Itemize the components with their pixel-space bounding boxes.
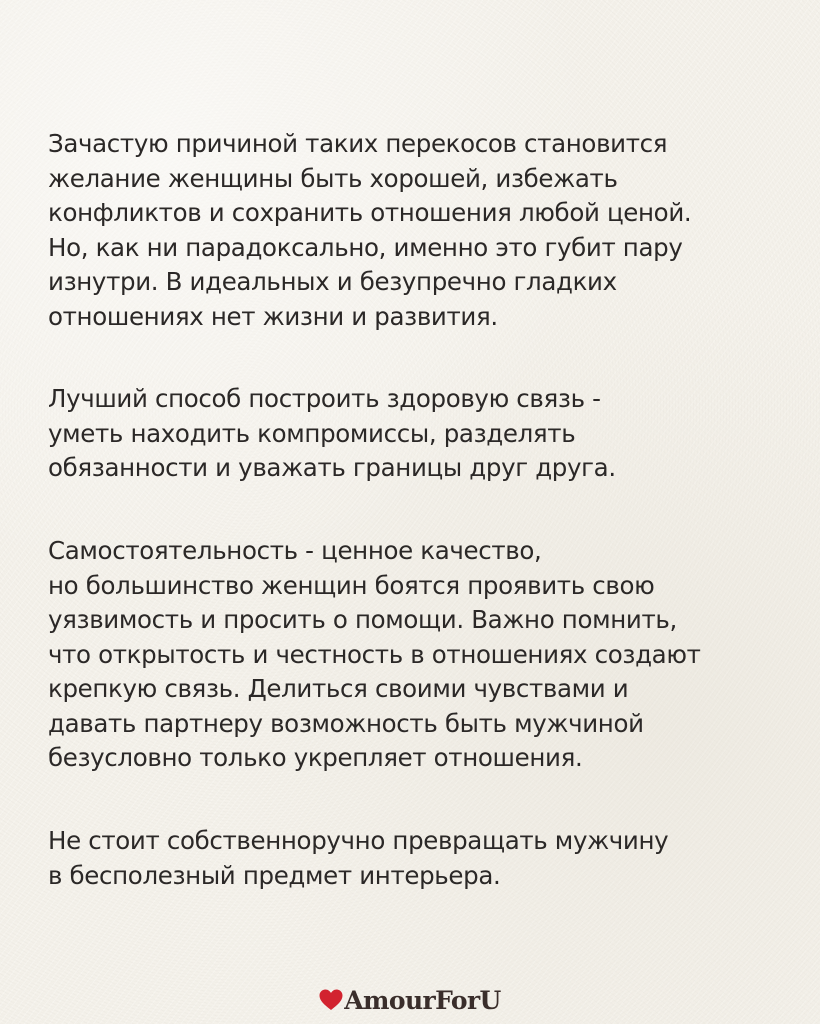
text-line: изнутри. В идеальных и безупречно гладких [48,267,617,296]
paragraph-1 [48,127,788,334]
text-line: но большинство женщин боятся проявить свою [48,570,655,600]
paragraph-3 [48,534,788,776]
text-line: что открытость и честность в отношениях создают [48,639,701,669]
text-line: уязвимость и просить о помощи. Важно помнить, [48,605,677,634]
text-line: крепкую связь. Делиться своими чувствами и [48,674,629,703]
brand-name: AmourForU [344,985,501,1015]
text-line: уметь находить компромиссы, разделять [48,418,576,448]
text-line: конфликтов и сохранить отношения любой ценой. [48,198,692,227]
brand-logo [0,982,820,1018]
text-line: Лучший способ построить здоровую связь - [48,384,601,413]
text-line: давать партнеру возможность быть мужчиной [48,708,644,738]
text-line: Самостоятельность - ценное качество, [48,536,542,565]
text-line: обязанности и уважать границы друг друга. [48,453,616,482]
paragraph-2 [48,382,788,486]
text-line: отношениях нет жизни и развития. [48,301,498,331]
text-line: Не стоит собственноручно превращать мужчину [48,826,669,855]
text-line: безусловно только укрепляет отношения. [48,743,583,772]
text-line: в бесполезный предмет интерьера. [48,860,501,890]
text-line: Зачастую причиной таких перекосов становится [48,129,668,158]
paragraph-4 [48,824,788,893]
text-line: желание женщины быть хорошей, избежать [48,163,618,193]
heart-icon [319,989,343,1011]
text-line: Но, как ни парадоксально, именно это губит пару [48,232,683,262]
